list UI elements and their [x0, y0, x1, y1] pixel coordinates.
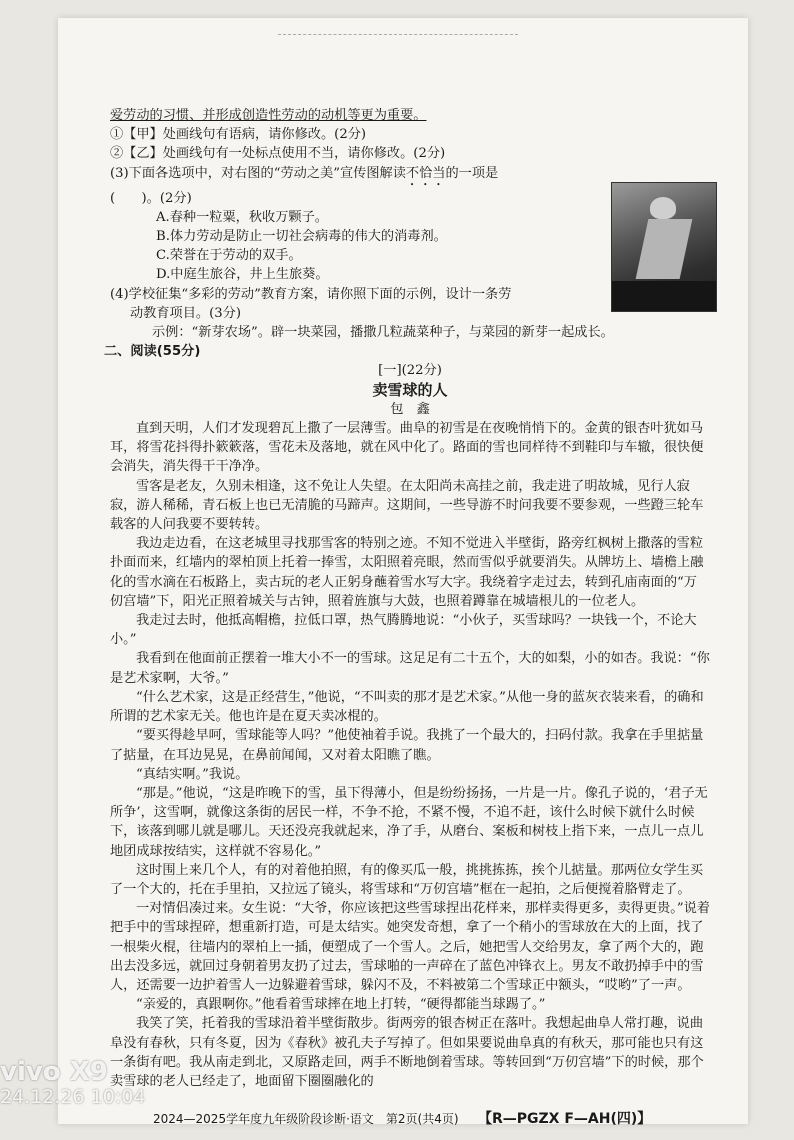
paragraph: “亲爱的，真跟啊你。”他看着雪球摔在地上打转，“硬得都能当球踢了。”	[136, 997, 546, 1013]
paragraph: 我走过去时，他抵高帽檐，拉低口罩，热气腾腾地说：“小伙子，买雪球吗？一块钱一个，不论大小。”	[110, 613, 697, 648]
footer-info: 2024—2025学年度九年级阶段诊断·语文 第2页(共4页)	[153, 1112, 459, 1126]
paragraph: “要买得趁早呵，雪球能等人吗？”他使袖着手说。我挑了一个最大的，扫码付款。我拿在手里掂量了掂量，在耳边晃晃，在鼻前闻闻，又对着太阳瞧了瞧。	[110, 728, 704, 763]
section-heading: 二、阅读(55分)	[104, 344, 201, 360]
paragraph: “什么艺术家，这是正经营生，”他说，“不叫卖的那才是艺术家。”从他一身的蓝灰衣装来看，的确和所谓的艺术家无关。他也许是在夏天卖冰棍的。	[110, 689, 704, 725]
camera-timestamp: 24.12.26 10:04	[0, 1085, 146, 1108]
top-rule	[278, 34, 518, 35]
question-4: (4)学校征集“多彩的劳动”教育方案，请你照下面的示例，设计一条劳	[110, 286, 512, 302]
question-cont-line: 爱劳动的习惯、并形成创造性劳动的动机等更为重要。	[110, 108, 427, 123]
camera-watermark	[0, 1058, 145, 1107]
page-content	[104, 106, 710, 1091]
question-4-cont: 动教育项目。(3分)	[130, 305, 241, 321]
article-author: 包 鑫	[390, 401, 430, 417]
footer-code: 【R—PGZX F—AH(四)】	[478, 1111, 652, 1127]
paragraph: 这时围上来几个人，有的对着他拍照，有的像买瓜一般，挑挑拣拣，挨个儿掂量。那两位女学生买了一个大的，托在手里拍，又拉远了镜头，将雪球和“万仞宫墙”框在一起拍，之后便搅着胳臂走了。	[110, 862, 704, 897]
subsection-heading: [一](22分)	[378, 363, 442, 379]
article-title: 卖雪球的人	[372, 380, 448, 399]
question-3-blank: ( )。(2分)	[110, 190, 192, 206]
question-4-example: 示例：“新芽农场”。辟一块菜园，播撒几粒蔬菜种子，与菜园的新芽一起成长。	[152, 325, 614, 341]
option-a: A.春种一粒粟，秋收万颗子。	[156, 209, 328, 225]
question-3-text: (3)下面各选项中，对右图的“劳动之美”宣传图解读	[110, 165, 406, 181]
paragraph: “真结实啊。”我说。	[136, 766, 249, 782]
option-b: B.体力劳动是防止一切社会病毒的伟大的消毒剂。	[156, 229, 447, 245]
paragraph: 雪客是老友，久别未相逢，这不免让人失望。在太阳尚未高挂之前，我走进了明故城，见行人寂寂，游人稀稀，青石板上也已无清脆的马蹄声。这期间，一些导游不时问我要不要参观，一些蹬三轮车载客的人问我要不要转转。	[110, 478, 704, 533]
page-footer	[58, 1108, 748, 1140]
question-3-emphasis: 不恰当	[405, 165, 446, 181]
option-d: D.中庭生旅谷，井上生旅葵。	[156, 267, 329, 283]
camera-model: vivo X9	[0, 1057, 108, 1087]
question-1: ①【甲】处画线句有语病，请你修改。(2分)	[110, 127, 367, 143]
question-2: ②【乙】处画线句有一处标点使用不当，请你修改。(2分)	[110, 146, 446, 162]
paragraph: 一对情侣凑过来。女生说：“大爷，你应该把这些雪球捏出花样来，那样卖得更多，卖得更贵。”说着把手中的雪球捏碎，想重新打造，可是太结实。她突发奇想，拿了一个稍小的雪球放在大的上面，找了一根柴火棍，往墙内的翠柏上一插，便塑成了一个雪人。之后，她把雪人交给男友，拿了两个大的，跑出去没多远，就回过身朝着男友扔了过去，雪球啪的一声碎在了蓝色冲锋衣上。男友不敢扔掉手中的雪人，还需要一边护着雪人一边躲避着雪球，躲闪不及，不料被第二个雪球正中额头，“哎哟”了一声。	[110, 901, 710, 993]
paragraph: 我看到在他面前正摆着一堆大小不一的雪球。这足足有二十五个，大的如梨，小的如杏。我说：“你是艺术家啊，大爷。”	[110, 651, 710, 686]
question-3	[110, 164, 710, 189]
option-c: C.荣誉在于劳动的双手。	[156, 248, 302, 264]
paragraph: 直到天明，人们才发现碧瓦上撒了一层薄雪。曲阜的初雪是在夜晚悄悄下的。金黄的银杏叶犹如马耳，将雪花抖得扑簌簌落，雪花未及落地，就在风中化了。路面的雪也同样待不到鞋印与车辙，很快便会消失，消失得干干净净。	[110, 421, 704, 475]
question-3-end: 的一项是	[445, 165, 499, 181]
paragraph: 我笑了笑，托着我的雪球沿着半壁街散步。街两旁的银杏树正在落叶。我想起曲阜人常打趣，说曲阜没有春秋，只有冬夏，因为《春秋》被孔夫子写掉了。但如果要说曲阜真的有秋天，那可能也只有这一条街有吧。我从南走到北，又原路走回，两手不断地倒着雪球。等转回到“万仞宫墙”下的时候，那个卖雪球的老人已经走了，地面留下圈圈融化的	[110, 1016, 704, 1089]
paragraph: “那是。”他说，“这是昨晚下的雪，虽下得薄小，但是纷纷扬扬，一片是一片。像孔子说的，‘君子无所争’，这雪啊，就像这条街的居民一样，不争不抢，不紧不慢，不追不赶，该什么时候下就什么时候下，该落到哪儿就是哪儿。天还没亮我就起来，净了手，从磨台、案板和树枝上指下来，一点儿一点儿地团成球按结实，这样就不容易化。”	[110, 785, 708, 859]
exam-page	[58, 18, 748, 1127]
paragraph: 我边走边看，在这老城里寻找那雪客的特别之迹。不知不觉进入半壁街，路旁红枫树上撒落的雪粒扑面而来，红墙内的翠柏顶上托着一捧雪，太阳照着亮眼，然而雪似乎就要消失。从牌坊上、墙檐上融化的雪水滴在石板路上，卖古玩的老人正躬身蘸着雪水写大字。我绕着字走过去，转到孔庙南面的“万仞宫墙”下，阳光正照着城关与古钟，照着旌旗与大鼓，也照着蹲靠在城墙根儿的一位老人。	[110, 536, 704, 609]
